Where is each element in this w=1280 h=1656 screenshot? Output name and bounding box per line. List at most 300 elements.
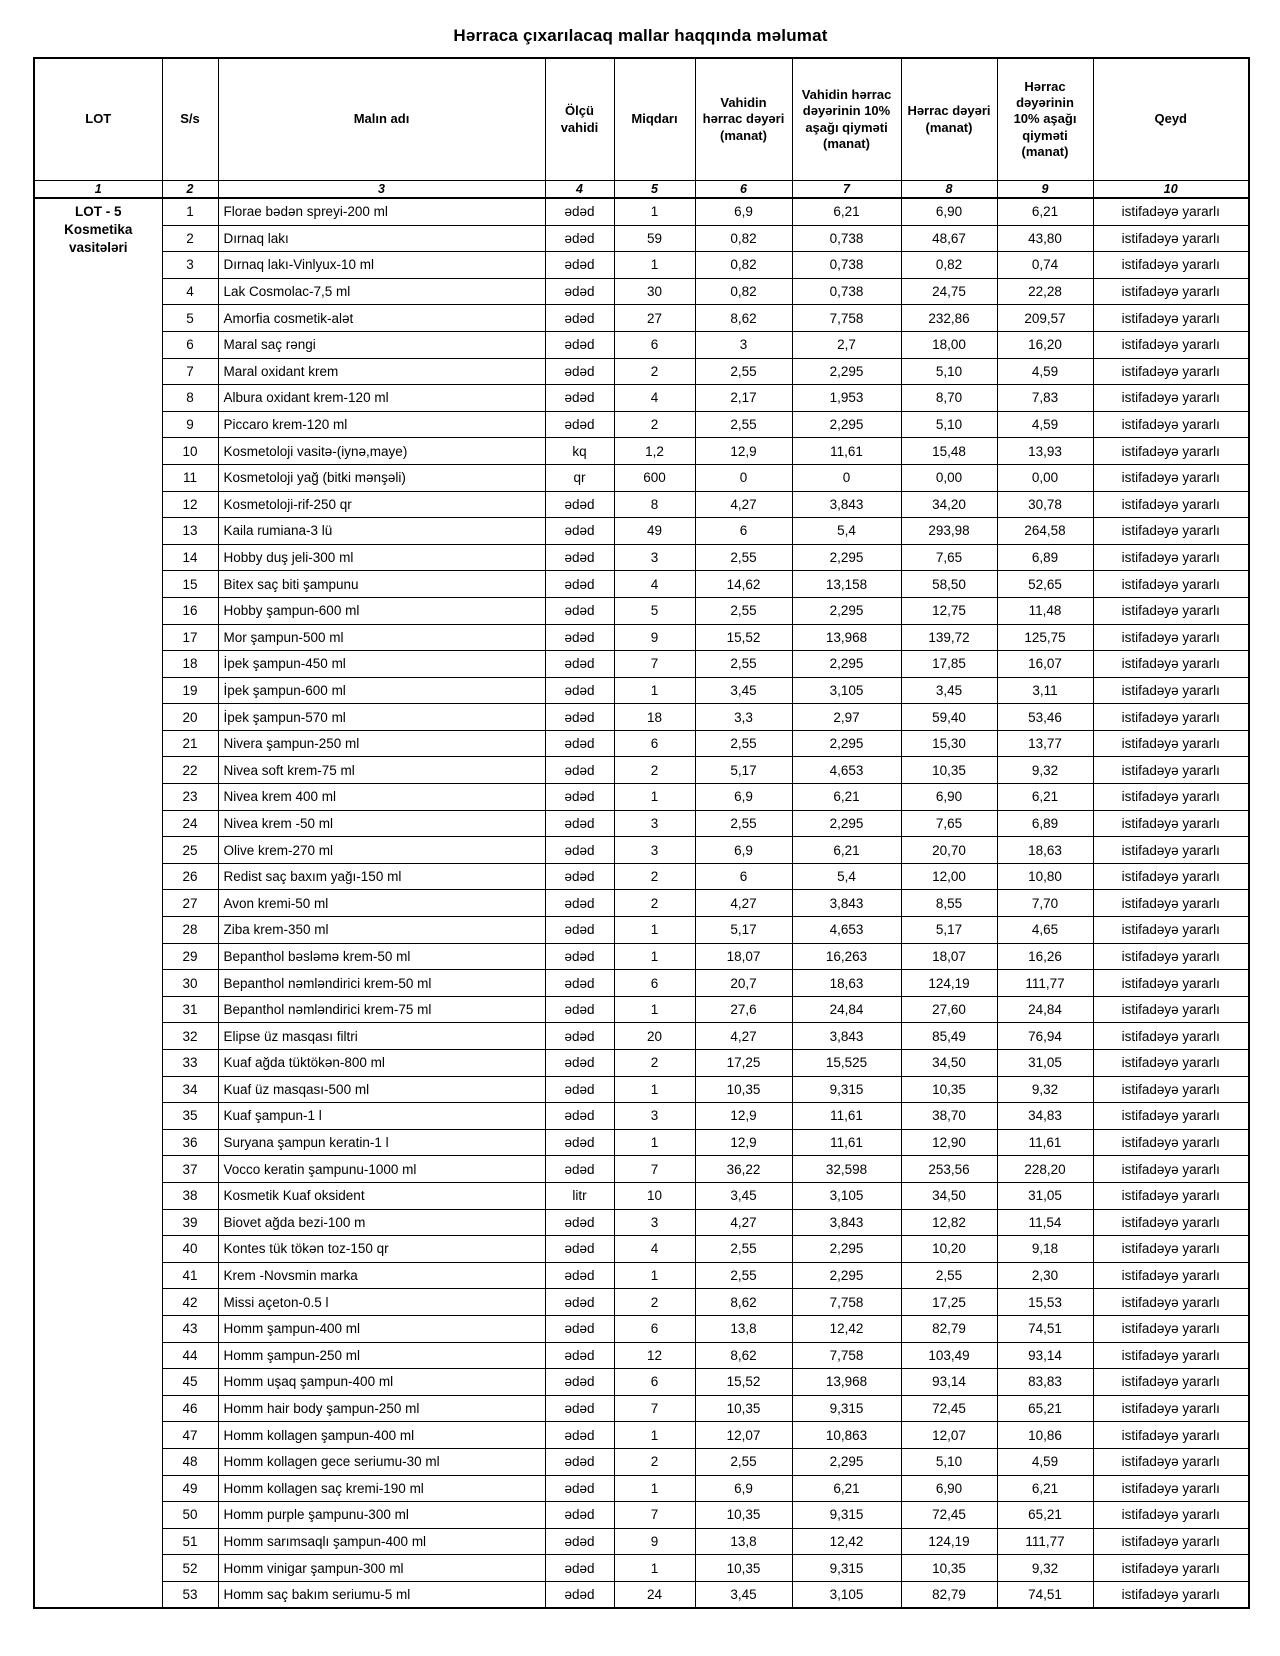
value-minus10-cell: 16,20 — [997, 331, 1093, 358]
table-row — [34, 970, 1249, 997]
unit-cell: ədəd — [545, 837, 614, 864]
unit-cell: ədəd — [545, 970, 614, 997]
unit-auction-value-cell: 10,35 — [695, 1555, 792, 1582]
product-name-cell: Homm sarımsaqlı şampun-400 ml — [218, 1528, 545, 1555]
header-quantity: Miqdarı — [614, 58, 695, 181]
auction-value-cell: 139,72 — [901, 624, 997, 651]
unit-auction-value-cell: 3,3 — [695, 704, 792, 731]
auction-value-cell: 34,50 — [901, 1182, 997, 1209]
unit-auction-value-cell: 2,55 — [695, 1262, 792, 1289]
column-number: 8 — [901, 181, 997, 199]
unit-cell: ədəd — [545, 305, 614, 332]
row-number-cell: 14 — [162, 544, 218, 571]
unit-cell: ədəd — [545, 784, 614, 811]
unit-value-minus10-cell: 9,315 — [792, 1502, 901, 1529]
table-row — [34, 305, 1249, 332]
unit-cell: ədəd — [545, 1023, 614, 1050]
row-number-cell: 31 — [162, 996, 218, 1023]
quantity-cell: 7 — [614, 1395, 695, 1422]
note-cell: istifadəyə yararlı — [1093, 464, 1249, 491]
note-cell: istifadəyə yararlı — [1093, 491, 1249, 518]
auction-value-cell: 93,14 — [901, 1369, 997, 1396]
value-minus10-cell: 76,94 — [997, 1023, 1093, 1050]
note-cell: istifadəyə yararlı — [1093, 411, 1249, 438]
unit-cell: ədəd — [545, 1581, 614, 1608]
auction-value-cell: 6,90 — [901, 784, 997, 811]
auction-value-cell: 7,65 — [901, 810, 997, 837]
product-name-cell: Dırnaq lakı-Vinlyux-10 ml — [218, 252, 545, 279]
unit-value-minus10-cell: 18,63 — [792, 970, 901, 997]
table-row — [34, 890, 1249, 917]
unit-auction-value-cell: 6 — [695, 863, 792, 890]
table-row — [34, 252, 1249, 279]
quantity-cell: 2 — [614, 757, 695, 784]
quantity-cell: 1 — [614, 996, 695, 1023]
quantity-cell: 8 — [614, 491, 695, 518]
unit-auction-value-cell: 0 — [695, 464, 792, 491]
quantity-cell: 30 — [614, 278, 695, 305]
quantity-cell: 3 — [614, 1103, 695, 1130]
unit-auction-value-cell: 5,17 — [695, 757, 792, 784]
product-name-cell: Vocco keratin şampunu-1000 ml — [218, 1156, 545, 1183]
quantity-cell: 3 — [614, 810, 695, 837]
value-minus10-cell: 30,78 — [997, 491, 1093, 518]
quantity-cell: 7 — [614, 1156, 695, 1183]
quantity-cell: 6 — [614, 1315, 695, 1342]
auction-value-cell: 5,10 — [901, 358, 997, 385]
note-cell: istifadəyə yararlı — [1093, 757, 1249, 784]
unit-auction-value-cell: 3,45 — [695, 1581, 792, 1608]
header-unit-value-minus10: Vahidin hərrac dəyərinin 10% aşağı qiyməti (manat) — [792, 58, 901, 181]
note-cell: istifadəyə yararlı — [1093, 331, 1249, 358]
quantity-cell: 1 — [614, 1555, 695, 1582]
auction-value-cell: 10,35 — [901, 1076, 997, 1103]
note-cell: istifadəyə yararlı — [1093, 624, 1249, 651]
table-row — [34, 757, 1249, 784]
unit-value-minus10-cell: 15,525 — [792, 1050, 901, 1077]
value-minus10-cell: 2,30 — [997, 1262, 1093, 1289]
product-name-cell: Nivea krem 400 ml — [218, 784, 545, 811]
product-name-cell: Kosmetoloji-rif-250 qr — [218, 491, 545, 518]
unit-cell: ədəd — [545, 1289, 614, 1316]
quantity-cell: 1 — [614, 1475, 695, 1502]
unit-value-minus10-cell: 3,105 — [792, 1581, 901, 1608]
unit-auction-value-cell: 0,82 — [695, 252, 792, 279]
note-cell: istifadəyə yararlı — [1093, 651, 1249, 678]
table-row — [34, 518, 1249, 545]
table-row — [34, 491, 1249, 518]
auction-value-cell: 20,70 — [901, 837, 997, 864]
note-cell: istifadəyə yararlı — [1093, 385, 1249, 412]
note-cell: istifadəyə yararlı — [1093, 278, 1249, 305]
quantity-cell: 2 — [614, 358, 695, 385]
unit-cell: ədəd — [545, 810, 614, 837]
product-name-cell: Lak Cosmolac-7,5 ml — [218, 278, 545, 305]
unit-cell: ədəd — [545, 491, 614, 518]
unit-value-minus10-cell: 5,4 — [792, 518, 901, 545]
unit-cell: ədəd — [545, 1369, 614, 1396]
table-row — [34, 1342, 1249, 1369]
auction-value-cell: 5,10 — [901, 411, 997, 438]
unit-cell: ədəd — [545, 704, 614, 731]
unit-auction-value-cell: 8,62 — [695, 305, 792, 332]
unit-cell: ədəd — [545, 917, 614, 944]
unit-auction-value-cell: 2,55 — [695, 1448, 792, 1475]
table-row — [34, 1103, 1249, 1130]
auction-value-cell: 17,85 — [901, 651, 997, 678]
row-number-cell: 21 — [162, 730, 218, 757]
table-row — [34, 837, 1249, 864]
table-row — [34, 1076, 1249, 1103]
unit-value-minus10-cell: 13,968 — [792, 1369, 901, 1396]
auction-value-cell: 253,56 — [901, 1156, 997, 1183]
table-row — [34, 464, 1249, 491]
table-row — [34, 1315, 1249, 1342]
row-number-cell: 1 — [162, 198, 218, 225]
product-name-cell: Kuaf şampun-1 l — [218, 1103, 545, 1130]
value-minus10-cell: 228,20 — [997, 1156, 1093, 1183]
value-minus10-cell: 13,93 — [997, 438, 1093, 465]
row-number-cell: 29 — [162, 943, 218, 970]
quantity-cell: 4 — [614, 571, 695, 598]
unit-cell: ədəd — [545, 1103, 614, 1130]
product-name-cell: Homm kollagen saç kremi-190 ml — [218, 1475, 545, 1502]
table-row — [34, 358, 1249, 385]
unit-auction-value-cell: 6 — [695, 518, 792, 545]
unit-cell: ədəd — [545, 1262, 614, 1289]
auction-value-cell: 8,55 — [901, 890, 997, 917]
note-cell: istifadəyə yararlı — [1093, 225, 1249, 252]
value-minus10-cell: 9,18 — [997, 1236, 1093, 1263]
quantity-cell: 1 — [614, 1129, 695, 1156]
product-name-cell: Mor şampun-500 ml — [218, 624, 545, 651]
row-number-cell: 34 — [162, 1076, 218, 1103]
quantity-cell: 600 — [614, 464, 695, 491]
product-name-cell: Bepanthol nəmləndirici krem-75 ml — [218, 996, 545, 1023]
unit-cell: ədəd — [545, 198, 614, 225]
unit-cell: ədəd — [545, 1076, 614, 1103]
unit-cell: ədəd — [545, 1050, 614, 1077]
note-cell: istifadəyə yararlı — [1093, 1076, 1249, 1103]
note-cell: istifadəyə yararlı — [1093, 943, 1249, 970]
auction-value-cell: 6,90 — [901, 198, 997, 225]
quantity-cell: 10 — [614, 1182, 695, 1209]
auction-value-cell: 85,49 — [901, 1023, 997, 1050]
note-cell: istifadəyə yararlı — [1093, 597, 1249, 624]
value-minus10-cell: 65,21 — [997, 1395, 1093, 1422]
quantity-cell: 18 — [614, 704, 695, 731]
lot-cell — [34, 198, 162, 1608]
product-name-cell: Nivea krem -50 ml — [218, 810, 545, 837]
value-minus10-cell: 6,21 — [997, 1475, 1093, 1502]
note-cell: istifadəyə yararlı — [1093, 571, 1249, 598]
unit-cell: ədəd — [545, 1209, 614, 1236]
unit-auction-value-cell: 2,55 — [695, 730, 792, 757]
row-number-cell: 8 — [162, 385, 218, 412]
note-cell: istifadəyə yararlı — [1093, 1528, 1249, 1555]
unit-cell: ədəd — [545, 1448, 614, 1475]
row-number-cell: 26 — [162, 863, 218, 890]
row-number-cell: 11 — [162, 464, 218, 491]
quantity-cell: 4 — [614, 1236, 695, 1263]
auction-value-cell: 10,35 — [901, 1555, 997, 1582]
auction-value-cell: 10,20 — [901, 1236, 997, 1263]
product-name-cell: Krem -Novsmin marka — [218, 1262, 545, 1289]
auction-value-cell: 24,75 — [901, 278, 997, 305]
product-name-cell: Hobby şampun-600 ml — [218, 597, 545, 624]
row-number-cell: 9 — [162, 411, 218, 438]
row-number-cell: 2 — [162, 225, 218, 252]
note-cell: istifadəyə yararlı — [1093, 837, 1249, 864]
table-row — [34, 1422, 1249, 1449]
note-cell: istifadəyə yararlı — [1093, 1129, 1249, 1156]
table-row — [34, 1581, 1249, 1608]
unit-cell: ədəd — [545, 730, 614, 757]
auction-value-cell: 82,79 — [901, 1581, 997, 1608]
unit-auction-value-cell: 5,17 — [695, 917, 792, 944]
row-number-cell: 40 — [162, 1236, 218, 1263]
product-name-cell: Kuaf ağda tüktökən-800 ml — [218, 1050, 545, 1077]
quantity-cell: 3 — [614, 544, 695, 571]
table-row — [34, 385, 1249, 412]
unit-value-minus10-cell: 16,263 — [792, 943, 901, 970]
row-number-cell: 53 — [162, 1581, 218, 1608]
header-lot: LOT — [34, 58, 162, 181]
unit-cell: ədəd — [545, 385, 614, 412]
unit-value-minus10-cell: 9,315 — [792, 1395, 901, 1422]
row-number-cell: 24 — [162, 810, 218, 837]
header-row — [34, 58, 1249, 181]
note-cell: istifadəyə yararlı — [1093, 1502, 1249, 1529]
table-row — [34, 863, 1249, 890]
unit-value-minus10-cell: 4,653 — [792, 757, 901, 784]
unit-value-minus10-cell: 7,758 — [792, 1342, 901, 1369]
unit-cell: ədəd — [545, 996, 614, 1023]
unit-auction-value-cell: 3 — [695, 331, 792, 358]
table-row — [34, 411, 1249, 438]
unit-auction-value-cell: 10,35 — [695, 1502, 792, 1529]
unit-cell: ədəd — [545, 225, 614, 252]
row-number-cell: 46 — [162, 1395, 218, 1422]
unit-value-minus10-cell: 9,315 — [792, 1555, 901, 1582]
quantity-cell: 9 — [614, 1528, 695, 1555]
note-cell: istifadəyə yararlı — [1093, 544, 1249, 571]
unit-auction-value-cell: 27,6 — [695, 996, 792, 1023]
product-name-cell: Nivera şampun-250 ml — [218, 730, 545, 757]
row-number-cell: 22 — [162, 757, 218, 784]
table-row — [34, 943, 1249, 970]
column-number: 3 — [218, 181, 545, 199]
quantity-cell: 12 — [614, 1342, 695, 1369]
unit-value-minus10-cell: 9,315 — [792, 1076, 901, 1103]
table-row — [34, 651, 1249, 678]
unit-auction-value-cell: 4,27 — [695, 890, 792, 917]
auction-value-cell: 27,60 — [901, 996, 997, 1023]
product-name-cell: Kosmetoloji vasitə-(iynə,maye) — [218, 438, 545, 465]
unit-auction-value-cell: 8,62 — [695, 1342, 792, 1369]
note-cell: istifadəyə yararlı — [1093, 1475, 1249, 1502]
unit-value-minus10-cell: 0 — [792, 464, 901, 491]
quantity-cell: 1 — [614, 1422, 695, 1449]
unit-value-minus10-cell: 2,295 — [792, 1236, 901, 1263]
unit-value-minus10-cell: 3,843 — [792, 1209, 901, 1236]
product-name-cell: Elipse üz masqası filtri — [218, 1023, 545, 1050]
quantity-cell: 3 — [614, 1209, 695, 1236]
unit-cell: ədəd — [545, 1129, 614, 1156]
note-cell: istifadəyə yararlı — [1093, 198, 1249, 225]
unit-auction-value-cell: 2,55 — [695, 544, 792, 571]
header-serial: S/s — [162, 58, 218, 181]
unit-value-minus10-cell: 7,758 — [792, 1289, 901, 1316]
auction-goods-table — [33, 57, 1250, 1609]
unit-auction-value-cell: 10,35 — [695, 1076, 792, 1103]
unit-auction-value-cell: 10,35 — [695, 1395, 792, 1422]
value-minus10-cell: 125,75 — [997, 624, 1093, 651]
unit-value-minus10-cell: 13,158 — [792, 571, 901, 598]
unit-value-minus10-cell: 7,758 — [792, 305, 901, 332]
quantity-cell: 3 — [614, 837, 695, 864]
unit-value-minus10-cell: 0,738 — [792, 225, 901, 252]
unit-auction-value-cell: 12,9 — [695, 438, 792, 465]
column-number: 6 — [695, 181, 792, 199]
product-name-cell: İpek şampun-600 ml — [218, 677, 545, 704]
product-name-cell: Nivea soft krem-75 ml — [218, 757, 545, 784]
product-name-cell: İpek şampun-570 ml — [218, 704, 545, 731]
quantity-cell: 1 — [614, 1076, 695, 1103]
unit-value-minus10-cell: 2,295 — [792, 1262, 901, 1289]
value-minus10-cell: 4,59 — [997, 1448, 1093, 1475]
unit-value-minus10-cell: 1,953 — [792, 385, 901, 412]
table-row — [34, 996, 1249, 1023]
note-cell: istifadəyə yararlı — [1093, 1448, 1249, 1475]
quantity-cell: 2 — [614, 411, 695, 438]
unit-auction-value-cell: 2,55 — [695, 358, 792, 385]
auction-value-cell: 8,70 — [901, 385, 997, 412]
auction-value-cell: 5,10 — [901, 1448, 997, 1475]
row-number-cell: 39 — [162, 1209, 218, 1236]
value-minus10-cell: 31,05 — [997, 1182, 1093, 1209]
unit-value-minus10-cell: 6,21 — [792, 1475, 901, 1502]
auction-value-cell: 0,00 — [901, 464, 997, 491]
unit-cell: ədəd — [545, 1555, 614, 1582]
lot-label-line: vasitələri — [68, 240, 128, 256]
quantity-cell: 9 — [614, 624, 695, 651]
table-row — [34, 1555, 1249, 1582]
unit-auction-value-cell: 4,27 — [695, 1209, 792, 1236]
note-cell: istifadəyə yararlı — [1093, 730, 1249, 757]
product-name-cell: Ziba krem-350 ml — [218, 917, 545, 944]
table-row — [34, 1182, 1249, 1209]
product-name-cell: Bepanthol bəsləmə krem-50 ml — [218, 943, 545, 970]
quantity-cell: 7 — [614, 1502, 695, 1529]
quantity-cell: 6 — [614, 331, 695, 358]
table-row — [34, 1050, 1249, 1077]
unit-value-minus10-cell: 3,843 — [792, 1023, 901, 1050]
table-row — [34, 1129, 1249, 1156]
lot-label-line: Kosmetika — [64, 222, 133, 238]
note-cell: istifadəyə yararlı — [1093, 1422, 1249, 1449]
unit-value-minus10-cell: 2,295 — [792, 1448, 901, 1475]
unit-cell: ədəd — [545, 624, 614, 651]
unit-auction-value-cell: 3,45 — [695, 677, 792, 704]
row-number-cell: 17 — [162, 624, 218, 651]
unit-cell: ədəd — [545, 1156, 614, 1183]
auction-value-cell: 5,17 — [901, 917, 997, 944]
unit-cell: ədəd — [545, 358, 614, 385]
quantity-cell: 24 — [614, 1581, 695, 1608]
unit-value-minus10-cell: 0,738 — [792, 252, 901, 279]
quantity-cell: 5 — [614, 597, 695, 624]
note-cell: istifadəyə yararlı — [1093, 1262, 1249, 1289]
auction-value-cell: 48,67 — [901, 225, 997, 252]
unit-value-minus10-cell: 11,61 — [792, 1103, 901, 1130]
unit-auction-value-cell: 2,55 — [695, 411, 792, 438]
unit-auction-value-cell: 4,27 — [695, 491, 792, 518]
unit-value-minus10-cell: 4,653 — [792, 917, 901, 944]
row-number-cell: 45 — [162, 1369, 218, 1396]
auction-value-cell: 59,40 — [901, 704, 997, 731]
row-number-cell: 42 — [162, 1289, 218, 1316]
table-row — [34, 1502, 1249, 1529]
row-number-cell: 16 — [162, 597, 218, 624]
unit-cell: ədəd — [545, 651, 614, 678]
product-name-cell: Kosmetoloji yağ (bitki mənşəli) — [218, 464, 545, 491]
quantity-cell: 1 — [614, 252, 695, 279]
auction-value-cell: 0,82 — [901, 252, 997, 279]
row-number-cell: 44 — [162, 1342, 218, 1369]
unit-value-minus10-cell: 10,863 — [792, 1422, 901, 1449]
unit-value-minus10-cell: 3,843 — [792, 491, 901, 518]
unit-value-minus10-cell: 2,295 — [792, 651, 901, 678]
unit-value-minus10-cell: 0,738 — [792, 278, 901, 305]
note-cell: istifadəyə yararlı — [1093, 1050, 1249, 1077]
value-minus10-cell: 74,51 — [997, 1315, 1093, 1342]
unit-cell: litr — [545, 1182, 614, 1209]
value-minus10-cell: 22,28 — [997, 278, 1093, 305]
unit-auction-value-cell: 6,9 — [695, 784, 792, 811]
unit-cell: ədəd — [545, 571, 614, 598]
table-row — [34, 1289, 1249, 1316]
auction-value-cell: 12,75 — [901, 597, 997, 624]
unit-auction-value-cell: 2,55 — [695, 1236, 792, 1263]
auction-value-cell: 72,45 — [901, 1395, 997, 1422]
quantity-cell: 1 — [614, 1262, 695, 1289]
row-number-cell: 3 — [162, 252, 218, 279]
quantity-cell: 2 — [614, 863, 695, 890]
auction-value-cell: 12,82 — [901, 1209, 997, 1236]
product-name-cell: Amorfia cosmetik-alət — [218, 305, 545, 332]
table-row — [34, 331, 1249, 358]
quantity-cell: 20 — [614, 1023, 695, 1050]
column-number: 5 — [614, 181, 695, 199]
note-cell: istifadəyə yararlı — [1093, 1555, 1249, 1582]
product-name-cell: Bitex saç biti şampunu — [218, 571, 545, 598]
product-name-cell: Bepanthol nəmləndirici krem-50 ml — [218, 970, 545, 997]
note-cell: istifadəyə yararlı — [1093, 305, 1249, 332]
auction-value-cell: 58,50 — [901, 571, 997, 598]
row-number-cell: 12 — [162, 491, 218, 518]
value-minus10-cell: 0,00 — [997, 464, 1093, 491]
auction-value-cell: 18,07 — [901, 943, 997, 970]
row-number-cell: 27 — [162, 890, 218, 917]
product-name-cell: Avon kremi-50 ml — [218, 890, 545, 917]
row-number-cell: 36 — [162, 1129, 218, 1156]
auction-value-cell: 2,55 — [901, 1262, 997, 1289]
note-cell: istifadəyə yararlı — [1093, 1103, 1249, 1130]
value-minus10-cell: 16,07 — [997, 651, 1093, 678]
row-number-cell: 28 — [162, 917, 218, 944]
quantity-cell: 7 — [614, 651, 695, 678]
